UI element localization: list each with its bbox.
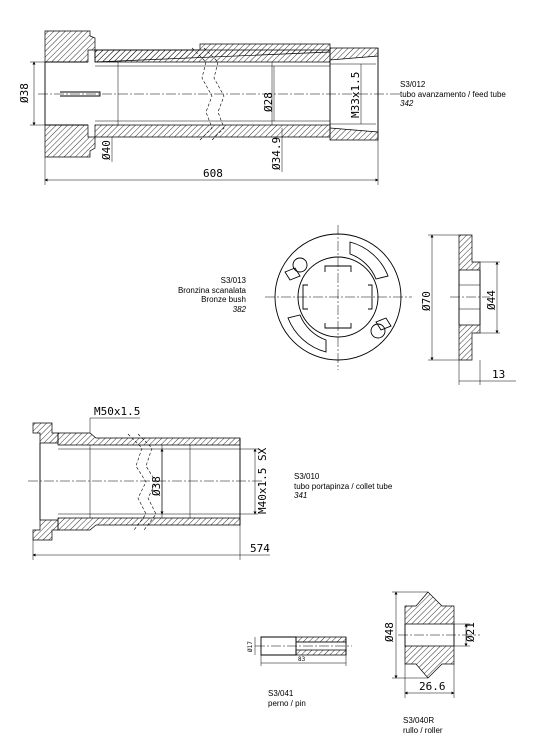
feed-tube-dim-dia40: Ø40 xyxy=(100,140,113,160)
bush-dim-dia70: Ø70 xyxy=(420,291,433,311)
collet-tube-dim-m50: M50x1.5 xyxy=(94,405,141,418)
collet-tube-number: 341 xyxy=(294,491,308,500)
collet-tube-dim-length: 574 xyxy=(250,542,270,555)
roller-code: S3/040R xyxy=(403,716,435,725)
feed-tube-drawing xyxy=(18,31,400,185)
feed-tube-code: S3/012 xyxy=(400,80,426,89)
feed-tube-name: tubo avanzamento / feed tube xyxy=(400,89,506,99)
collet-tube-label xyxy=(294,472,392,501)
bush-dim-width: 13 xyxy=(492,368,506,381)
roller-label xyxy=(403,716,443,735)
bronze-bush-label xyxy=(150,276,246,314)
feed-tube-dim-thread: M33x1.5 xyxy=(349,71,362,118)
feed-tube-dim-dia38: Ø38 xyxy=(18,83,31,103)
pin-name: perno / pin xyxy=(268,698,306,708)
feed-tube-dim-length: 608 xyxy=(203,167,223,180)
bush-dim-dia44: Ø44 xyxy=(485,290,498,310)
pin-code: S3/041 xyxy=(268,689,294,698)
collet-tube-code: S3/010 xyxy=(294,472,320,481)
collet-tube-drawing xyxy=(28,405,270,560)
pin-label xyxy=(268,689,306,708)
pin-dim-dia17: Ø17 xyxy=(247,641,254,652)
collet-tube-name: tubo portapinza / collet tube xyxy=(294,481,393,491)
bronze-bush-code: S3/013 xyxy=(220,276,246,285)
pin-drawing xyxy=(247,637,352,666)
collet-tube-dim-dia38: Ø38 xyxy=(150,476,163,496)
feed-tube-dim-dia349: Ø34.9 xyxy=(270,136,283,170)
bronze-bush-name-en: Bronze bush xyxy=(201,295,246,304)
roller-drawing xyxy=(383,592,480,698)
feed-tube-dim-dia28: Ø28 xyxy=(262,92,275,112)
feed-tube-number: 342 xyxy=(400,99,414,108)
roller-dim-width: 26.6 xyxy=(419,680,446,693)
bronze-bush-name-it: Bronzina scanalata xyxy=(177,285,246,295)
roller-name: rullo / roller xyxy=(403,725,443,735)
pin-dim-length: 83 xyxy=(298,656,306,663)
bronze-bush-drawing xyxy=(265,225,516,385)
bronze-bush-number: 382 xyxy=(232,304,246,314)
roller-dim-dia48: Ø48 xyxy=(383,622,396,642)
roller-dim-dia21: Ø21 xyxy=(464,622,477,642)
collet-tube-dim-thread: M40x1.5 SX xyxy=(256,447,269,514)
feed-tube-label xyxy=(400,80,506,109)
